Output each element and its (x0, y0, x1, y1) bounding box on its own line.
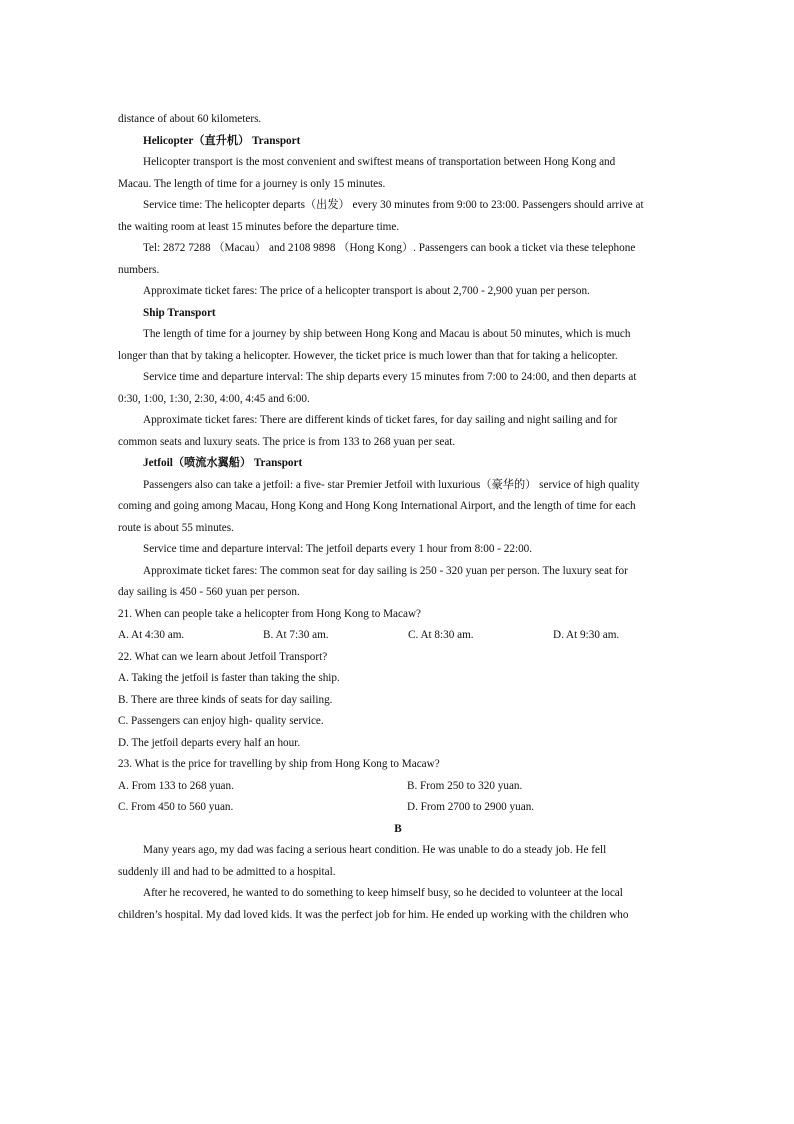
question-23-option-b: B. From 250 to 320 yuan. (407, 779, 523, 792)
question-23-option-a: A. From 133 to 268 yuan. (118, 779, 234, 792)
question-21-stem: 21. When can people take a helicopter from Hong Kong to Macaw? (118, 607, 421, 620)
jetfoil-paragraph-1-line-3: route is about 55 minutes. (118, 521, 234, 534)
ship-paragraph-3-line-2: common seats and luxury seats. The price is from 133 to 268 yuan per seat. (118, 435, 456, 448)
helicopter-paragraph-4-line-1: Approximate ticket fares: The price of a helicopter transport is about 2,700 - 2,900 yuan per person. (143, 285, 590, 297)
jetfoil-paragraph-3-line-1: Approximate ticket fares: The common seat for day sailing is 250 - 320 yuan per person. The luxury seat for (143, 564, 628, 577)
jetfoil-paragraph-1-line-1: Passengers also can take a jetfoil: a five- star Premier Jetfoil with luxurious（豪华的） service of high quality (143, 478, 640, 491)
passage-b-paragraph-1-line-1: Many years ago, my dad was facing a serious heart condition. He was unable to do a steady job. He fell (143, 844, 607, 856)
jetfoil-paragraph-1-line-2: coming and going among Macau, Hong Kong and Hong Kong International Airport, and the length of time for each (118, 500, 636, 512)
question-22-stem: 22. What can we learn about Jetfoil Transport? (118, 650, 328, 663)
continued-line: distance of about 60 kilometers. (118, 113, 262, 125)
ship-paragraph-1-line-1: The length of time for a journey by ship between Hong Kong and Macau is about 50 minutes, which is much (143, 328, 631, 340)
question-21-option-b: B. At 7:30 am. (263, 629, 329, 641)
ship-paragraph-2-line-2: 0:30, 1:00, 1:30, 2:30, 4:00, 4:45 and 6:00. (118, 392, 310, 405)
ship-paragraph-1-line-2: longer than that by taking a helicopter. However, the ticket price is much lower than that for taking a helicopter. (118, 349, 618, 362)
question-23-options-row-2 (118, 797, 678, 819)
question-22-option-d: D. The jetfoil departs every half an hour. (118, 736, 301, 749)
page-content (118, 109, 678, 926)
helicopter-paragraph-3-line-1: Tel: 2872 7288 （Macau） and 2108 9898 （Hong Kong）. Passengers can book a ticket via these telephone (143, 242, 636, 254)
helicopter-paragraph-1-line-2: Macau. The length of time for a journey is only 15 minutes. (118, 177, 386, 190)
ship-paragraph-2-line-1: Service time and departure interval: The ship departs every 15 minutes from 7:00 to 24:00, and then departs at (143, 371, 637, 383)
question-23-options-row-1 (118, 776, 678, 798)
passage-b-paragraph-2-line-2: children’s hospital. My dad loved kids. It was the perfect job for him. He ended up working with the children who (118, 908, 629, 921)
question-21-options (118, 625, 678, 647)
passage-b-paragraph-1-line-2: suddenly ill and had to be admitted to a hospital. (118, 865, 336, 878)
question-21-option-c: C. At 8:30 am. (408, 629, 474, 641)
question-23-stem: 23. What is the price for travelling by ship from Hong Kong to Macaw? (118, 758, 440, 770)
jetfoil-heading: Jetfoil（喷流水翼船） Transport (143, 457, 303, 469)
ship-paragraph-3-line-1: Approximate ticket fares: There are different kinds of ticket fares, for day sailing and night sailing and for (143, 414, 618, 426)
helicopter-heading: Helicopter（直升机） Transport (143, 134, 301, 147)
jetfoil-paragraph-2-line-1: Service time and departure interval: The jetfoil departs every 1 hour from 8:00 - 22:00. (143, 543, 533, 555)
passage-b-heading: B (394, 822, 402, 835)
helicopter-paragraph-2-line-1: Service time: The helicopter departs（出发） every 30 minutes from 9:00 to 23:00. Passengers should arrive at (143, 199, 644, 211)
passage-b-paragraph-2-line-1: After he recovered, he wanted to do something to keep himself busy, so he decided to volunteer at the local (143, 887, 623, 899)
question-22-option-b: B. There are three kinds of seats for day sailing. (118, 693, 333, 706)
jetfoil-paragraph-3-line-2: day sailing is 450 - 560 yuan per person. (118, 586, 300, 598)
ship-heading: Ship Transport (143, 306, 216, 319)
helicopter-paragraph-3-line-2: numbers. (118, 263, 160, 276)
question-22-option-c: C. Passengers can enjoy high- quality service. (118, 715, 324, 727)
question-21-option-d: D. At 9:30 am. (553, 629, 620, 641)
question-23-option-c: C. From 450 to 560 yuan. (118, 801, 234, 813)
question-21-option-a: A. At 4:30 am. (118, 629, 185, 641)
helicopter-paragraph-2-line-2: the waiting room at least 15 minutes before the departure time. (118, 220, 400, 233)
question-23-option-d: D. From 2700 to 2900 yuan. (407, 801, 535, 813)
question-22-option-a: A. Taking the jetfoil is faster than taking the ship. (118, 672, 340, 684)
helicopter-paragraph-1-line-1: Helicopter transport is the most convenient and swiftest means of transportation between Hong Kong and (143, 156, 616, 168)
